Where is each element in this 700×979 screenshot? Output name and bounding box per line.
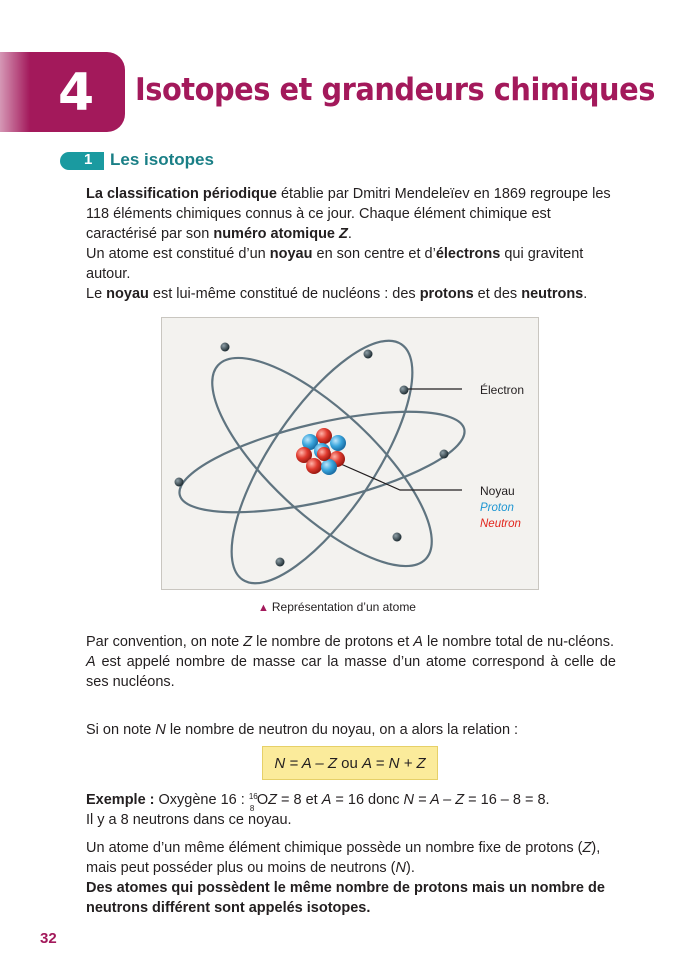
text: est lui-même constitué de nucléons : des: [148, 286, 420, 302]
electron: [276, 558, 285, 567]
example-paragraph: [86, 790, 616, 830]
intro-paragraph-atome: [86, 244, 616, 284]
electron: [221, 343, 230, 352]
label-proton: Proton: [480, 502, 514, 514]
text: = 16 – 8 = 8.: [464, 792, 550, 808]
label-electron: Électron: [480, 383, 525, 397]
caption-triangle-icon: ▲: [258, 602, 269, 614]
atom-figure: [161, 317, 539, 590]
equation: N = A – Z: [403, 792, 465, 808]
intro-paragraph-noyau: [86, 284, 616, 304]
label-neutron: Neutron: [480, 518, 521, 530]
text: le nombre de neutron du noyau, on a alors la relation :: [165, 722, 519, 738]
text: ), mais peut posséder plus ou moins de neutrons (: [86, 840, 601, 876]
symbol-n: N: [155, 722, 166, 738]
text: ).: [406, 860, 415, 876]
term-neutrons: neutrons: [521, 286, 584, 302]
term-classification: La classification périodique: [86, 186, 277, 202]
text: .: [347, 226, 352, 242]
isotope-definition: [86, 838, 616, 918]
formula-box: [262, 746, 438, 780]
text: .: [583, 286, 588, 302]
symbol-z: Z: [243, 634, 253, 650]
formula-a: A = N + Z: [362, 754, 426, 772]
section-title: Les isotopes: [110, 150, 214, 169]
text: qui gravitent autour.: [86, 246, 584, 282]
electron: [440, 450, 449, 459]
label-noyau: Noyau: [480, 484, 515, 498]
caption-text: Représentation d’un atome: [271, 600, 416, 614]
text: Le: [86, 286, 107, 302]
text: le nombre de protons et: [252, 634, 414, 650]
symbol-a: A: [321, 792, 332, 808]
chapter-number: 4: [58, 63, 95, 123]
text: en son centre et d’: [312, 246, 436, 262]
term-protons: protons: [419, 286, 474, 302]
leader-lines: [334, 389, 462, 490]
neutron: [306, 458, 322, 474]
isotope-symbol: O: [256, 792, 269, 808]
symbol-z: Z: [582, 840, 592, 856]
neutron: [317, 447, 331, 461]
neutron: [316, 428, 332, 444]
isotope-definition-bold: Des atomes qui possèdent le même nombre de protons mais un nombre de neutrons différent sont appelés isotopes.: [86, 880, 605, 916]
isotope-z: 8: [249, 804, 255, 813]
noyau-leader-line: [334, 461, 462, 490]
term-noyau: noyau: [269, 246, 313, 262]
convention-paragraph: [86, 632, 616, 692]
atom-illustration: [162, 318, 540, 591]
isotope-notation: [248, 792, 258, 813]
page-number: 32: [40, 930, 57, 947]
orbit-horizontal: [171, 391, 473, 533]
symbol-z: Z: [268, 792, 277, 808]
symbol-n: N: [395, 860, 406, 876]
isotope-mass: 16: [248, 792, 258, 801]
proton: [321, 459, 337, 475]
section-number: 1: [84, 151, 93, 168]
chapter-title: Isotopes et grandeurs chimiques: [135, 72, 655, 108]
proton: [330, 435, 346, 451]
text: = 16 donc: [331, 792, 404, 808]
symbol-z: Z: [339, 226, 348, 242]
text: est appelé nombre de masse car la masse d’un atome correspond à celle de ses nucléons.: [86, 654, 616, 690]
electron: [364, 350, 373, 359]
electron: [393, 533, 402, 542]
relation-paragraph: [86, 720, 616, 740]
nucleus: [296, 428, 346, 475]
text: Un atome est constitué d’un: [86, 246, 270, 262]
example-label: Exemple :: [86, 792, 155, 808]
electron: [175, 478, 184, 487]
symbol-a: A: [413, 634, 423, 650]
text: Un atome d’un même élément chimique possède un nombre fixe de protons (: [86, 840, 583, 856]
text: Si on note: [86, 722, 156, 738]
text: le nombre total de nu-cléons.: [422, 634, 614, 650]
text: = 8 et: [276, 792, 322, 808]
figure-caption: [258, 600, 416, 614]
intro-paragraph-classification: [86, 184, 616, 244]
formula-ou: ou: [337, 754, 363, 772]
text: établie par Dmitri Mendeleïev en 1869 regroupe les 118 éléments chimiques connus à ce jour. Chaque élément chimique est caractérisé par son: [86, 186, 611, 242]
section-marker: [60, 152, 104, 170]
term-electrons: électrons: [435, 246, 501, 262]
symbol-a: A: [86, 654, 96, 670]
electron: [400, 386, 409, 395]
term-noyau: noyau: [106, 286, 149, 302]
term-numero-atomique: numéro atomique: [213, 226, 335, 242]
text: Oxygène 16 :: [154, 792, 249, 808]
text: Par convention, on note: [86, 634, 244, 650]
text: et des: [473, 286, 522, 302]
text: Il y a 8 neutrons dans ce noyau.: [86, 812, 292, 828]
formula-n: N = A – Z: [274, 754, 337, 772]
